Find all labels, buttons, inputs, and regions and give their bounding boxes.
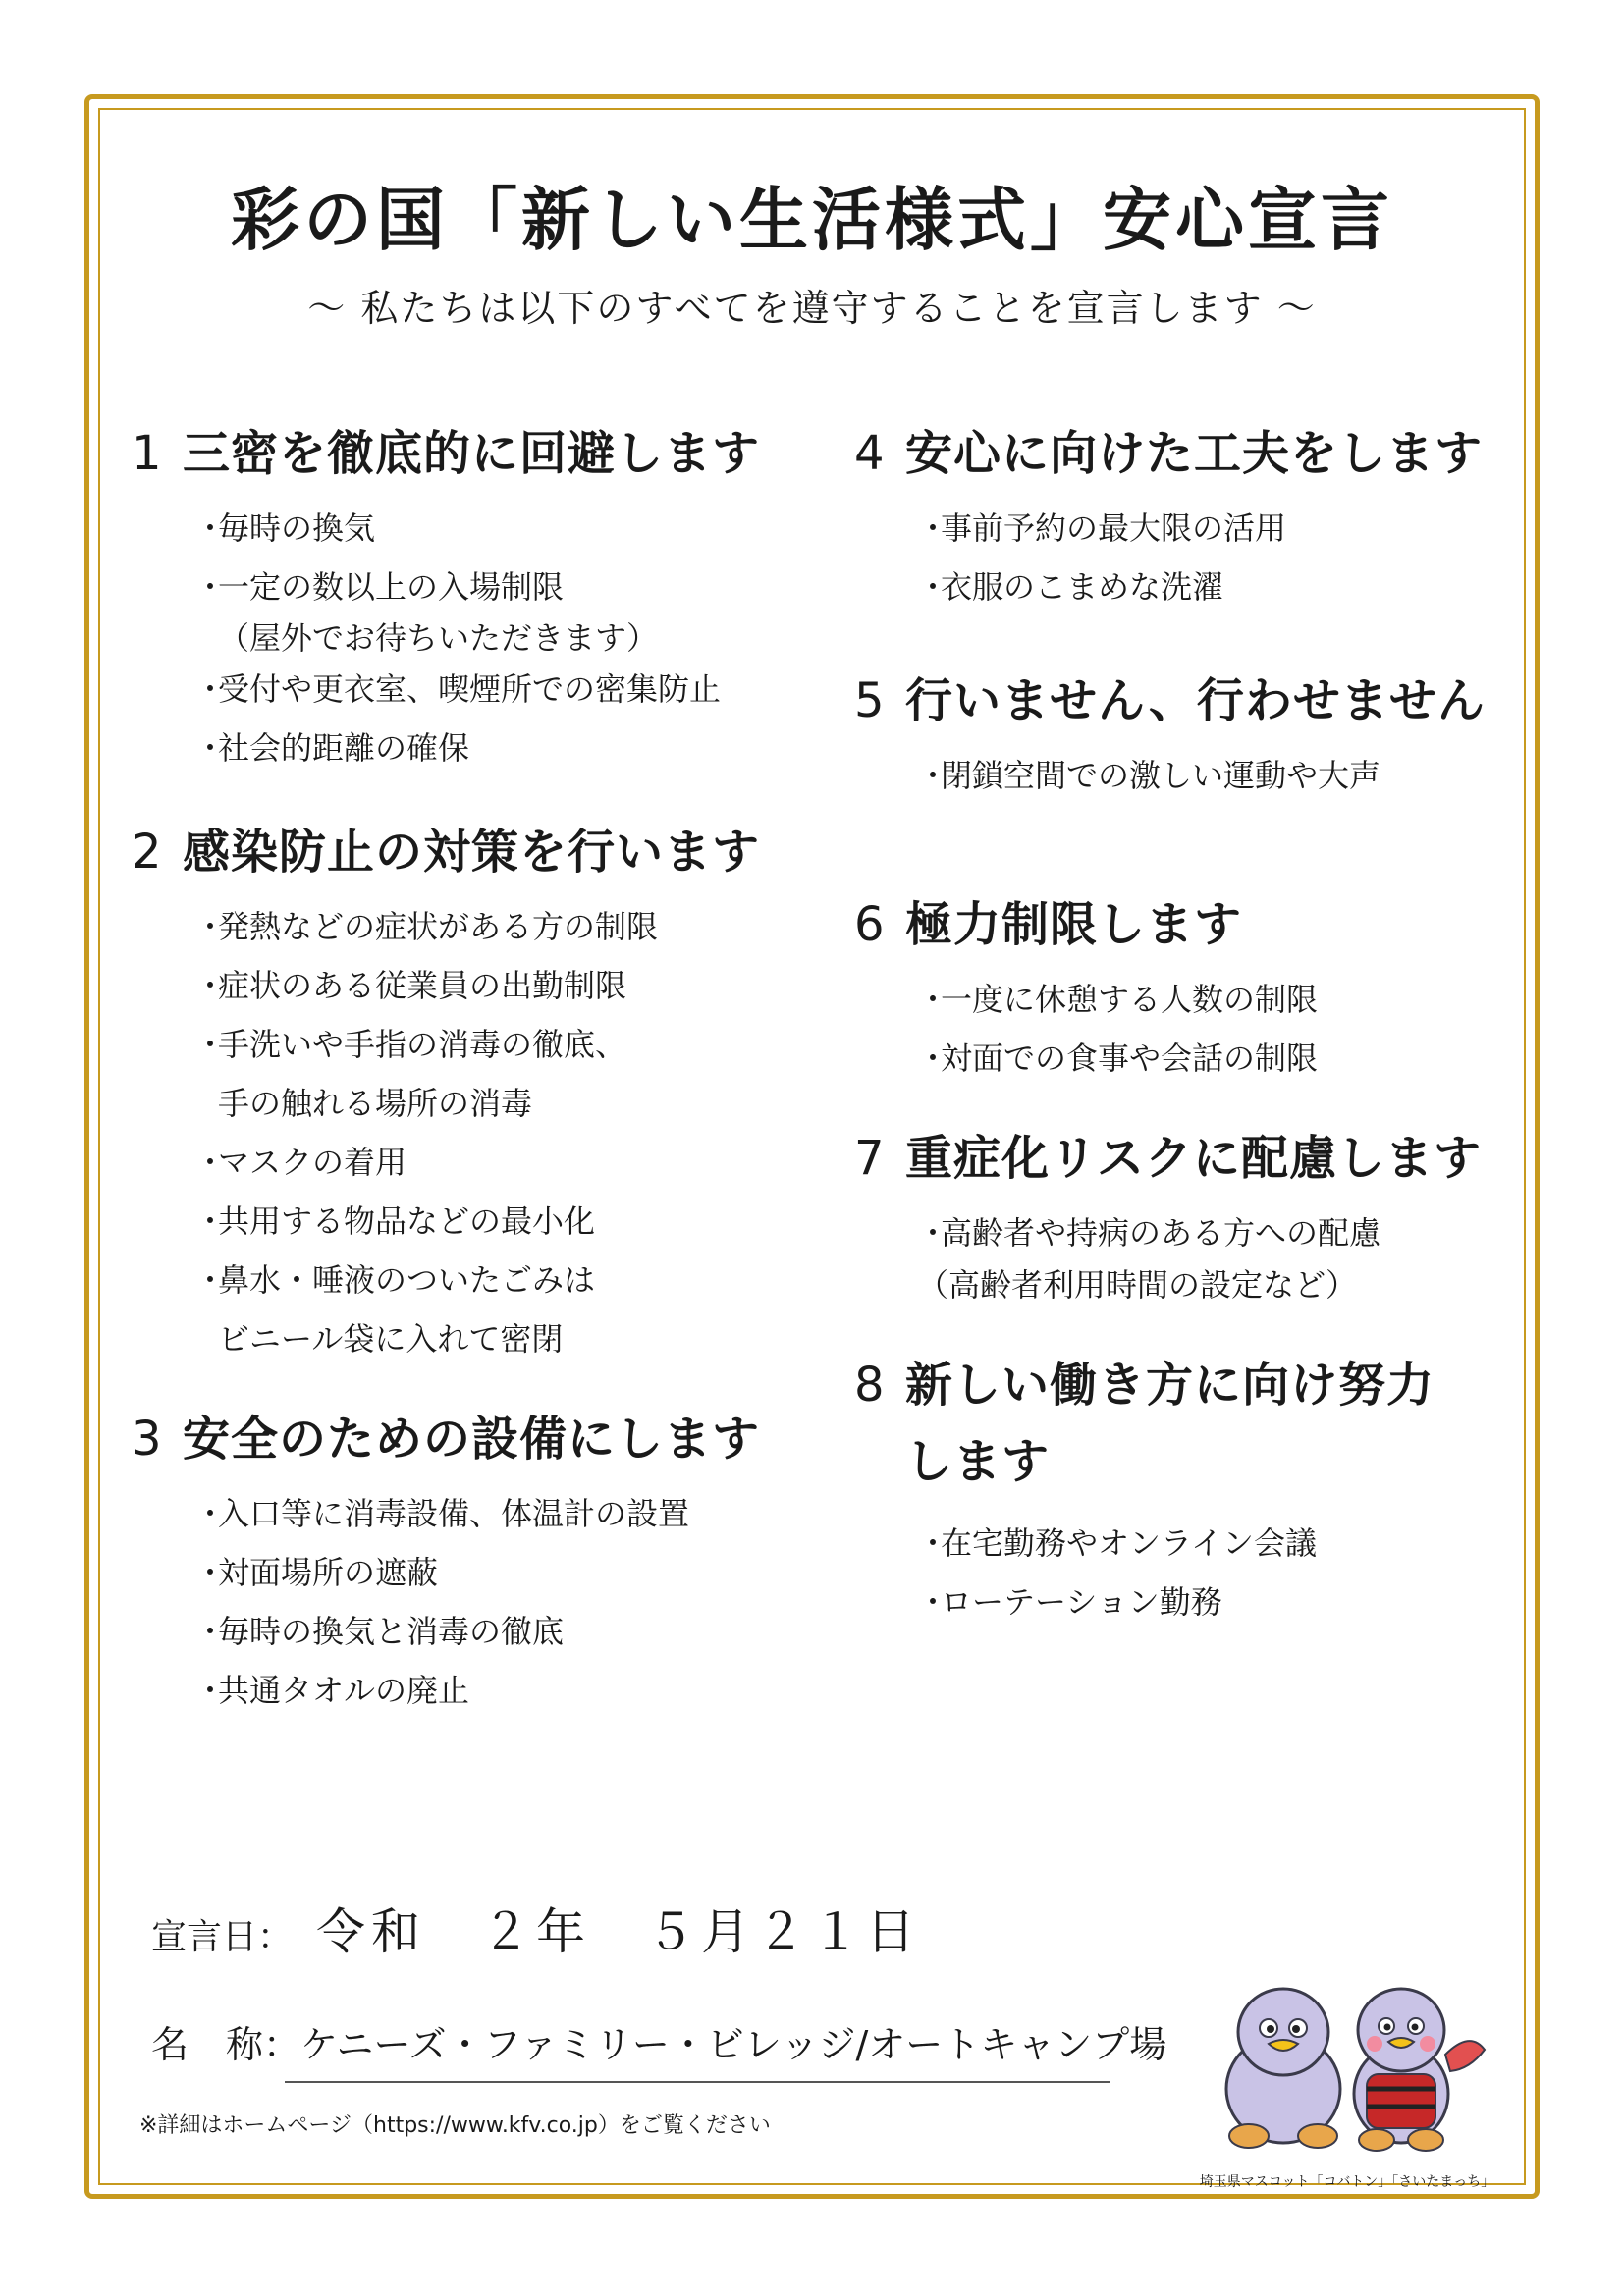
section-heading [854, 1347, 1532, 1500]
list-item: ・入口等に消毒設備、体温計の設置 [194, 1495, 690, 1532]
list-item: ・鼻水・唾液のついたごみは ビニール袋に入れて密閉 [194, 1251, 819, 1368]
section-number: 5 [854, 673, 886, 728]
section-number: 1 [132, 426, 163, 481]
section-title: 感染防止の対策を行います [183, 825, 761, 880]
list-item: ・発熱などの症状がある方の制限 [194, 908, 659, 945]
section-2 [132, 821, 819, 1368]
section-title: 三密を徹底的に回避します [183, 426, 761, 481]
section-number: 3 [132, 1412, 163, 1467]
list-item-continuation: 手の触れる場所の消毒 [218, 1085, 533, 1122]
item-list [854, 970, 1532, 1088]
section-title: 安全のための設備にします [183, 1412, 761, 1467]
name-underline [285, 2081, 1110, 2083]
facility-name [151, 2014, 1166, 2068]
list-item: ・衣服のこまめな洗濯 [917, 568, 1224, 606]
list-item: ・受付や更衣室、喫煙所での密集防止 [194, 670, 722, 708]
item-list [854, 1203, 1532, 1308]
section-4 [854, 422, 1532, 616]
section-number: 2 [132, 825, 163, 880]
list-item: ・在宅勤務やオンライン会議 [917, 1524, 1318, 1562]
kobaton-mascot-icon [1226, 1989, 1340, 2148]
section-1 [132, 422, 819, 777]
section-title: 重症化リスクに配慮します [905, 1131, 1483, 1186]
list-item: ・対面場所の遮蔽 [194, 1554, 439, 1591]
list-item: ・毎時の換気 [194, 509, 376, 547]
page-title: 彩の国「新しい生活様式」安心宣言 [231, 180, 1393, 260]
mascot-caption: 埼玉県マスコット「コバトン」「さいたまっち」 [1199, 2174, 1495, 2190]
section-number: 4 [854, 426, 886, 481]
list-item: ・閉鎖空間での激しい運動や大声 [917, 757, 1381, 794]
mascot-illustration [1200, 1961, 1494, 2158]
section-heading [132, 821, 819, 883]
list-item: ・毎時の換気と消毒の徹底 [194, 1613, 565, 1650]
date-label: 宣言日： [151, 1917, 294, 1957]
section-3 [132, 1408, 819, 1720]
section-title-continuation: します [905, 1434, 1051, 1489]
section-heading [854, 422, 1532, 485]
left-column [132, 422, 819, 1720]
list-item: ・共用する物品などの最小化 [194, 1202, 596, 1240]
section-number: 8 [854, 1358, 886, 1413]
section-8 [854, 1347, 1532, 1631]
section-7 [854, 1127, 1532, 1308]
list-item: ・事前予約の最大限の活用 [917, 509, 1287, 547]
page-subtitle: ～ 私たちは以下のすべてを遵守することを宣言します ～ [307, 287, 1317, 330]
date-value: 令和 ２年 ５月２１日 [316, 1903, 922, 1960]
list-item: ・一定の数以上の入場制限 （屋外でお待ちいただきます） [194, 558, 819, 660]
section-number: 6 [854, 897, 886, 952]
right-column [854, 422, 1532, 1631]
list-item: ・一度に休憩する人数の制限 [917, 981, 1319, 1018]
list-item: ・マスクの着用 [194, 1144, 407, 1181]
section-title: 極力制限します [905, 897, 1243, 952]
item-list [132, 1484, 819, 1720]
declaration-date [151, 1893, 921, 1963]
list-item: ・症状のある従業員の出勤制限 [194, 967, 627, 1004]
item-list [854, 499, 1532, 616]
section-heading [132, 422, 819, 485]
list-item: ・手洗いや手指の消毒の徹底、 手の触れる場所の消毒 [194, 1015, 819, 1133]
item-list [854, 1514, 1532, 1631]
list-item: ・社会的距離の確保 [194, 729, 470, 767]
list-item: ・対面での食事や会話の制限 [917, 1040, 1319, 1077]
section-heading [854, 893, 1532, 956]
section-title: 安心に向けた工夫をします [905, 426, 1484, 481]
section-heading [854, 1127, 1532, 1190]
item-list [132, 499, 819, 777]
section-heading [132, 1408, 819, 1470]
section-6 [854, 893, 1532, 1088]
website-note: ※詳細はホームページ（https://www.kfv.co.jp）をご覧ください [139, 2113, 771, 2138]
saitamacchi-mascot-icon [1354, 1989, 1485, 2151]
list-item: ・ローテーション勤務 [917, 1583, 1222, 1621]
section-number: 7 [854, 1131, 886, 1186]
section-title: 新しい働き方に向け努力 [905, 1358, 1435, 1413]
section-5 [854, 669, 1532, 805]
name-value: ケニーズ・ファミリー・ビレッジ/オートキャンプ場 [300, 2023, 1167, 2066]
section-title: 行いません、行わせません [905, 673, 1486, 728]
list-item-continuation: （高齢者利用時間の設定など） [917, 1266, 1358, 1304]
list-item-continuation: ビニール袋に入れて密閉 [218, 1320, 564, 1358]
name-label: 名 称： [151, 2023, 301, 2066]
item-list [854, 746, 1532, 805]
list-item: ・高齢者や持病のある方への配慮 （高齢者利用時間の設定など） [917, 1203, 1532, 1308]
list-item-continuation: （屋外でお待ちいただきます） [218, 619, 659, 657]
section-heading [854, 669, 1532, 732]
list-item: ・共通タオルの廃止 [194, 1672, 470, 1709]
item-list [132, 897, 819, 1368]
